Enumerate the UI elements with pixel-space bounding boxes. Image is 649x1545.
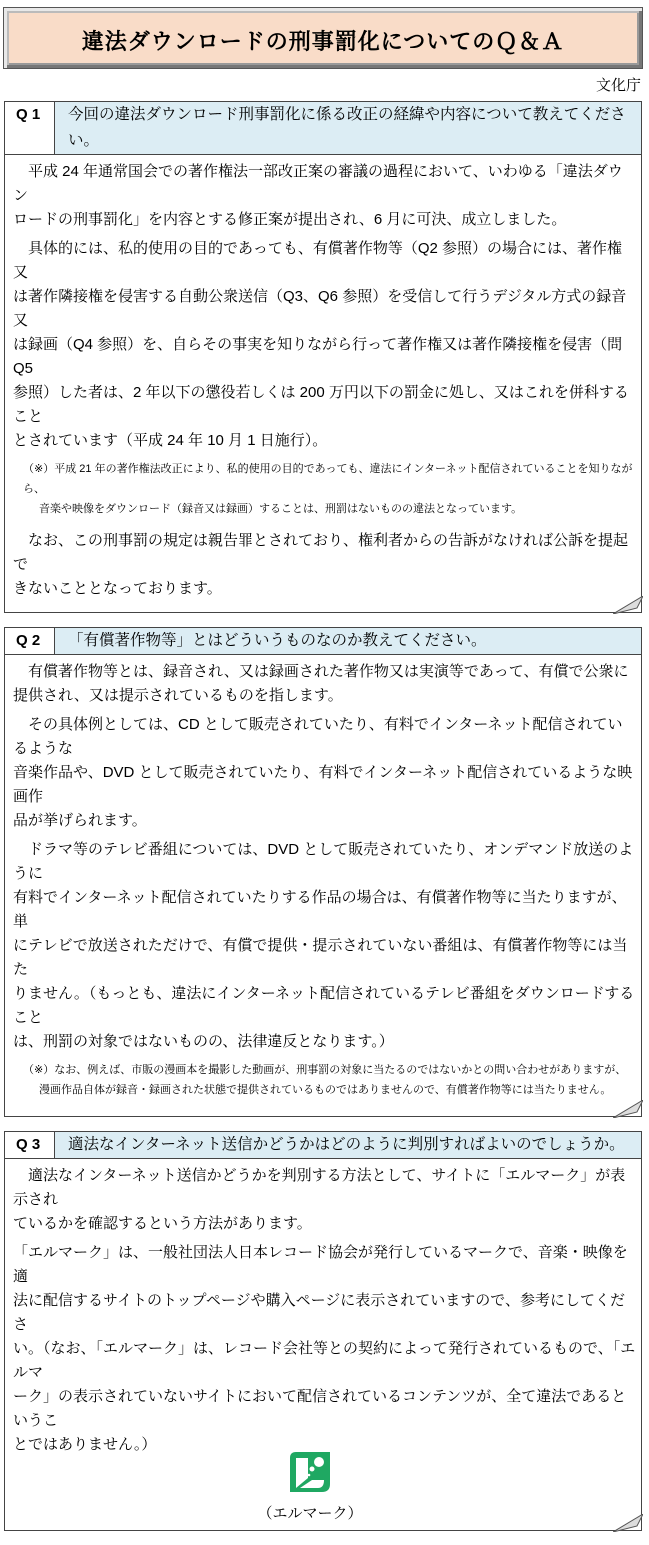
text-line: ーク」の表示されていないサイトにおいて配信されているコンテンツが、全て違法であるというこ [13, 1388, 627, 1429]
text-line: 「エルマーク」は、一般社団法人日本レコード協会が発行しているマークで、音楽・映像を適 [13, 1244, 628, 1285]
l-mark-icon [255, 1450, 365, 1498]
text-line: 参照）した者は、2 年以下の懲役若しくは 200 万円以下の罰金に処し、又はこれを併科すること [13, 384, 629, 425]
question-number: Q 1 [5, 102, 55, 154]
text-line: 提供され、又は提示されているものを指します。 [13, 687, 343, 704]
text-line: は録画（Q4 参照）を、自らその事実を知りながら行って著作権又は著作隣接権を侵害（問Q5 [13, 336, 623, 377]
text-line: にテレビで放送されただけで、有償で提供・提示されていない番組は、有償著作物等には当た [13, 937, 628, 978]
text-line: 漫画作品自体が録音・録画された状態で提供されているものではありませんので、有償著作物等には当たりません。 [39, 1084, 612, 1096]
question-header [5, 628, 641, 655]
answer-body [5, 155, 641, 601]
answer-paragraph [13, 459, 637, 519]
title-banner [3, 7, 643, 69]
question-text: 適法なインターネット送信かどうかはどのように判別すればよいのでしょうか。 [55, 1132, 641, 1158]
text-line: ドラマ等のテレビ番組については、DVD として販売されていたり、オンデマンド放送のように [13, 841, 634, 882]
lmark-caption: （エルマーク） [257, 1505, 363, 1522]
text-line: 品が挙げられます。 [13, 812, 147, 829]
text-line: とされています（平成 24 年 10 月 1 日施行）。 [13, 432, 328, 449]
text-line: 音楽作品や、DVD として販売されていたり、有料でインターネット配信されているような映画作 [13, 764, 633, 805]
answer-paragraph [13, 660, 637, 708]
text-line: ているかを確認するという方法があります。 [13, 1215, 312, 1232]
text-line: 音楽や映像をダウンロード（録音又は録画）することは、刑罰はないものの違法となっています。 [39, 503, 523, 515]
answer-paragraph [13, 1164, 637, 1236]
text-line: ロードの刑事罰化」を内容とする修正案が提出され、6 月に可決、成立しました。 [13, 211, 567, 228]
page-curl-icon [613, 1100, 643, 1118]
answer-paragraph [13, 1060, 637, 1100]
answer-body [5, 655, 641, 1100]
question-header [5, 1132, 641, 1159]
text-line: （※）なお、例えば、市販の漫画本を撮影した動画が、刑事罰の対象に当たるのではないかとの問い合わせがありますが、 [23, 1064, 627, 1076]
text-line: は、刑罰の対象ではないものの、法律違反となります。） [13, 1033, 394, 1050]
lmark-figure [255, 1450, 365, 1524]
answer-paragraph [13, 160, 637, 232]
page-curl-icon [613, 1514, 643, 1532]
text-line: きないこととなっております。 [13, 580, 222, 597]
text-line: 有償著作物等とは、録音され、又は録画された著作物又は実演等であって、有償で公衆に [13, 663, 629, 680]
answer-paragraph [13, 529, 637, 601]
text-line: 具体的には、私的使用の目的であっても、有償著作物等（Q2 参照）の場合には、著作権又 [13, 240, 623, 281]
text-line: は著作隣接権を侵害する自動公衆送信（Q3、Q6 参照）を受信して行うデジタル方式の録音又 [13, 288, 627, 329]
text-line: 法に配信するサイトのトップページや購入ページに表示されていますので、参考にしてくださ [13, 1292, 626, 1333]
organization: 文化庁 [595, 77, 641, 94]
text-line: 平成 24 年通常国会での著作権法一部改正案の審議の過程において、いわゆる「違法ダウン [13, 163, 623, 204]
answer-paragraph [13, 237, 637, 453]
question-header [5, 102, 641, 155]
question-text: 今回の違法ダウンロード刑事罰化に係る改正の経緯や内容について教えてください。 [55, 102, 641, 154]
text-line: 適法なインターネット送信かどうかを判別する方法として、サイトに「エルマーク」が表示され [13, 1167, 626, 1208]
question-text: 「有償著作物等」とはどういうものなのか教えてください。 [55, 628, 641, 654]
text-line: なお、この刑事罰の規定は親告罪とされており、権利者からの告訴がなければ公訴を提起で [13, 532, 629, 573]
qa-section-q3 [4, 1131, 642, 1531]
answer-body [5, 1159, 641, 1524]
answer-paragraph [13, 1241, 637, 1457]
page-curl-icon [613, 596, 643, 614]
question-number: Q 2 [5, 628, 55, 654]
qa-section-q1 [4, 101, 642, 613]
answer-paragraph [13, 713, 637, 833]
text-line: い。（なお、「エルマーク」は、レコード会社等との契約によって発行されているもので、「エルマ [13, 1340, 636, 1381]
page-title: 違法ダウンロードの刑事罰化についてのＱ＆Ａ [81, 29, 565, 54]
text-line: りません。（もっとも、違法にインターネット配信されているテレビ番組をダウンロードすること [13, 985, 635, 1026]
answer-paragraph [13, 838, 637, 1054]
text-line: 有料でインターネット配信されていたりする作品の場合は、有償著作物等に当たりますが、単 [13, 889, 627, 930]
qa-section-q2 [4, 627, 642, 1117]
question-number: Q 3 [5, 1132, 55, 1158]
text-line: その具体例としては、CD として販売されていたり、有料でインターネット配信されているような [13, 716, 623, 757]
text-line: とではありません。） [13, 1436, 157, 1453]
text-line: （※）平成 21 年の著作権法改正により、私的使用の目的であっても、違法にインターネット配信されていることを知りながら、 [23, 463, 633, 495]
